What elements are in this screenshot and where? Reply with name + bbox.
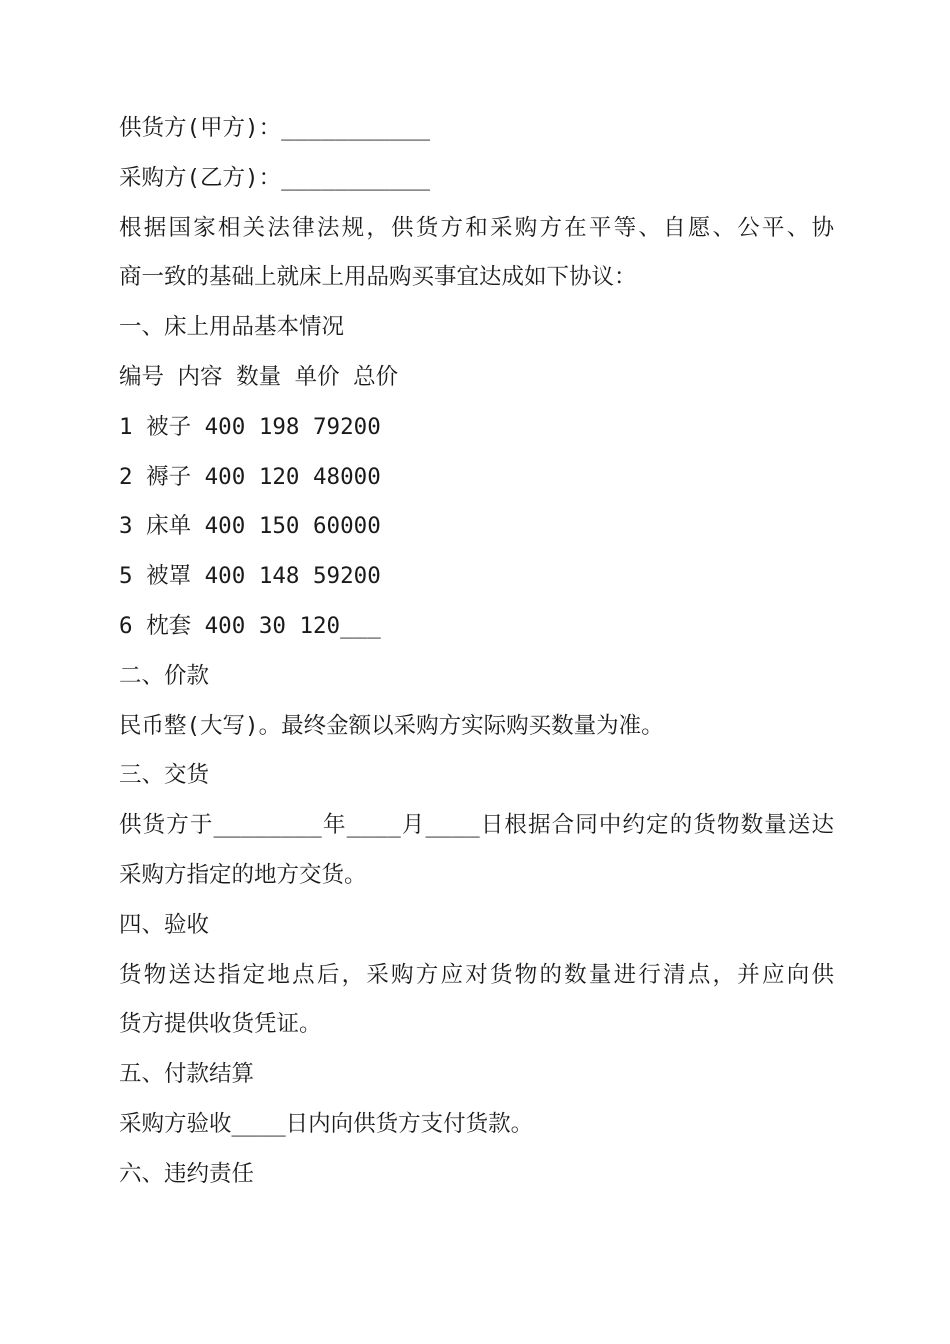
section-heading-price: 二、价款 <box>119 662 210 689</box>
supplier-line: 供货方(甲方)：___________ <box>119 115 431 141</box>
payment-paragraph: 采购方验收____日内向供货方支付货款。 <box>119 1110 534 1137</box>
section-heading-acceptance: 四、验收 <box>119 911 210 938</box>
delivery-paragraph-line-1: 供货方于________年____月____日根据合同中约定的货物数量送达 <box>119 812 834 839</box>
section-heading-payment: 五、付款结算 <box>119 1061 255 1088</box>
item-row: 5 被罩 400 148 59200 <box>119 563 381 590</box>
acceptance-paragraph-line-1: 货物送达指定地点后，采购方应对货物的数量进行清点，并应向供 <box>119 961 834 988</box>
intro-paragraph-line-2: 商一致的基础上就床上用品购买事宜达成如下协议： <box>119 264 637 291</box>
delivery-paragraph-line-2: 采购方指定的地方交货。 <box>119 861 367 888</box>
acceptance-paragraph-line-2: 货方提供收货凭证。 <box>119 1011 322 1038</box>
item-row: 6 枕套 400 30 120___ <box>119 612 381 639</box>
item-row: 3 床单 400 150 60000 <box>119 513 381 540</box>
purchaser-line: 采购方(乙方)：___________ <box>119 164 431 191</box>
item-row: 2 褥子 400 120 48000 <box>119 463 381 490</box>
item-table-header: 编号 内容 数量 单价 总价 <box>119 363 399 390</box>
document-body <box>119 104 834 1200</box>
intro-paragraph-line-1: 根据国家相关法律法规，供货方和采购方在平等、自愿、公平、协 <box>119 214 834 241</box>
section-heading-liability: 六、违约责任 <box>119 1160 255 1187</box>
section-heading-basic-info: 一、床上用品基本情况 <box>119 314 345 341</box>
item-row: 1 被子 400 198 79200 <box>119 413 381 440</box>
price-paragraph: 民币整(大写)。最终金额以采购方实际购买数量为准。 <box>119 712 664 739</box>
section-heading-delivery: 三、交货 <box>119 762 210 789</box>
